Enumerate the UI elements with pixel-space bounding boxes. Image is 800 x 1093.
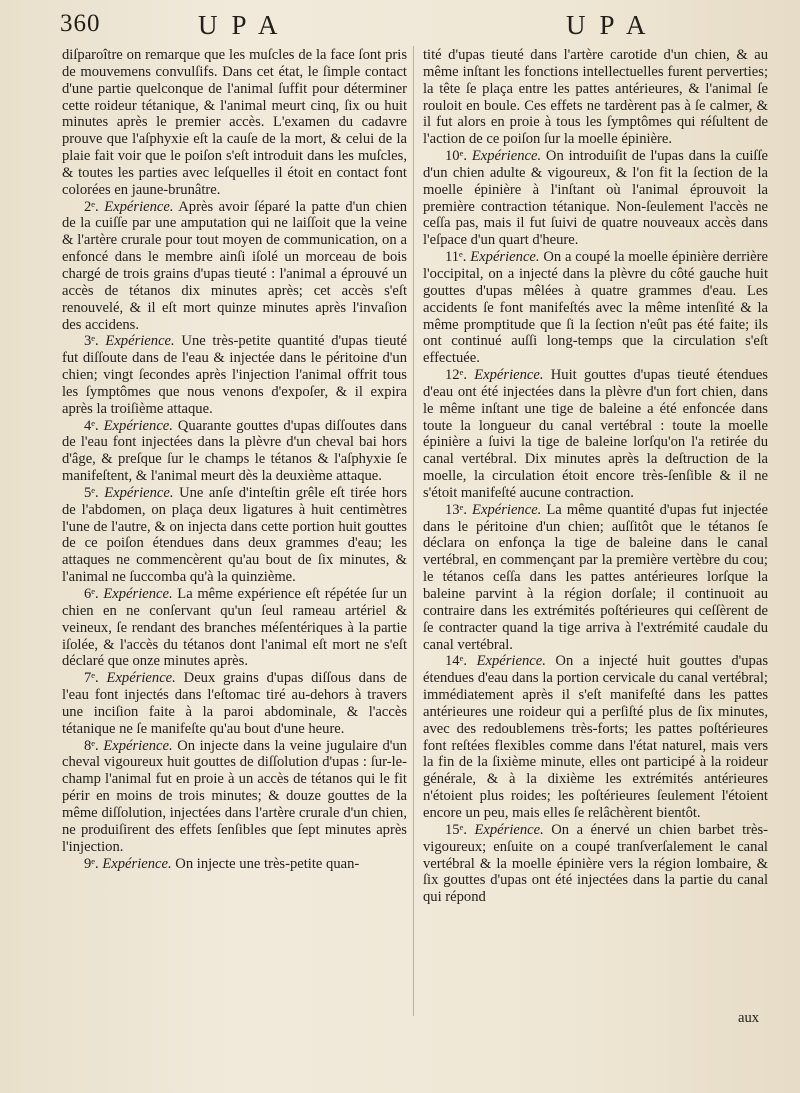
running-head-left: UPA (198, 10, 292, 40)
paragraph-text: Huit gouttes d'upas tieuté étendues d'eau ont été injectées dans la plèvre d'un fort chien, dans le même inſtant une tige de baleine a été enfoncée dans toute la longueur du canal vertébral : toute la moelle épinière a ſuivi la tige de baleine lorſqu'on l'a retirée du canal vertébral. Dix minutes après la deſtruction de la moelle, la circulation étoit encore très-ſenſible & il ne s'étoit manifeſté aucune contraction. (423, 367, 768, 501)
experiment-label: Expérience. (104, 484, 174, 501)
experiment-label: Expérience. (103, 417, 173, 434)
experiment-label: Expérience. (472, 501, 542, 518)
right-column (423, 47, 768, 906)
paragraph-text: La même quantité d'upas fut injectée dans le péritoine d'un chien; auſſitôt que le tétanos ſe déclara on enfonça la tige de baleine dans le canal vertébral, en commençant par la première vertèbre du cou; le tétanos ceſſa dans les pattes antérieures lorſque la baleine parvint à la région dorſale; il continuoit au contraire dans les extrémités poſtérieures qui ceſſèrent de ſe contracter quand la tige arriva à l'extrémité caudale du canal vertébral. (423, 501, 768, 653)
paragraph-text: On a coupé la moelle épinière derrière l'occipital, on a injecté dans la plèvre du côté gauche huit gouttes d'upas mêlées à quatre grammes d'eau. Les accidents ſe font manifeſtés avec la même intenſité & la même promptitude que ſi la ſection n'eût pas été faite; ils ont continué auſſi long-temps que la circulation s'eſt effectuée. (423, 249, 768, 367)
experiment-number: 7ᵉ. (84, 670, 99, 687)
experiment-number: 8ᵉ. (84, 737, 99, 754)
continued-paragraph (62, 47, 407, 199)
paragraph-text: Une anſe d'inteſtin grêle eſt tirée hors de l'abdomen, on plaça deux ligatures à huit centimètres l'une de l'autre, & on injecta dans cette portion huit gouttes de ce poiſon étendues dans deux grammes d'eau; les attaques ne commencèrent qu'au bout de ſix minutes, & l'animal ne ſuccomba qu'à la quinzième. (62, 484, 407, 586)
experiment-paragraph (423, 653, 768, 821)
paragraph-text: Deux grains d'upas diſſous dans de l'eau font injectés dans l'eſtomac tiré au-dehors à travers une inciſion faite à la paroi abdominale, & l'accès tétanique ne ſe manifeſte qu'au bout d'une heure. (62, 670, 408, 737)
page-number: 360 (60, 10, 101, 37)
experiment-paragraph (62, 485, 407, 586)
experiment-number: 14ᵉ. (445, 653, 467, 670)
experiment-label: Expérience. (105, 333, 175, 350)
experiment-label: Expérience. (106, 670, 176, 687)
experiment-paragraph (62, 418, 407, 485)
experiment-paragraph (423, 822, 768, 906)
experiment-label: Expérience. (102, 855, 172, 872)
experiment-number: 2ᵉ. (84, 198, 99, 215)
experiment-label: Expérience. (471, 148, 542, 165)
experiment-number: 5ᵉ. (84, 484, 99, 501)
paragraph-text: Après avoir ſéparé la patte d'un chien de la cuiſſe par une amputation qui ne laiſſoit que la veine & l'artère crurale pour tout moyen de communication, on a enfoncé dans le membre ainſi iſolé un morceau de bois chargé de trois grains d'upas tieuté : l'animal a éprouvé un accès de tétanos dix minutes après; cet accès s'eſt renouvelé, & il eſt mort quinze minutes après l'invaſion des accidens. (62, 198, 408, 333)
experiment-paragraph (62, 333, 407, 417)
experiment-number: 11ᵉ. (445, 249, 467, 266)
continued-paragraph (423, 47, 768, 148)
experiment-number: 15ᵉ. (445, 821, 467, 838)
experiment-paragraph (62, 738, 407, 856)
experiment-label: Expérience. (103, 586, 173, 602)
experiment-number: 12ᵉ. (445, 367, 467, 384)
paragraph-text: La même expérience eſt répétée ſur un chien en ne conſervant qu'un ſeul rameau artériel & veineux, ſe rendant des branches méſentériques à la partie iſolée, & l'accès du tétanos dont l'animal eſt mort ne s'eſt déclaré que onze minutes après. (62, 586, 407, 670)
experiment-paragraph (423, 502, 768, 654)
paragraph-text: On a injecté huit gouttes d'upas étendues d'eau dans la portion cervicale du canal vertébral; immédiatement après il s'eſt manifeſté dans les pattes antérieures une roideur qui a perſiſté plus de ſix minutes, avec des redoublemens très-forts; les pattes poſtérieures font reſtées flexibles comme dans l'état naturel, mais vers la fin de la ſixième minute, elles ont participé à la roideur générale, & à la dixième les extrémités antérieures n'étoient plus roides; les poſtérieures ſeulement l'étoient encore un peu, mais elles ſe relâchèrent bientôt. (423, 653, 768, 821)
paragraph-text: On injecte une très-petite quan- (175, 855, 360, 872)
experiment-paragraph (62, 856, 407, 873)
experiment-number: 13ᵉ. (445, 501, 467, 518)
experiment-label: Expérience. (474, 367, 544, 384)
experiment-paragraph (423, 367, 768, 502)
paragraph-text: Une très-petite quantité d'upas tieuté fut diſſoute dans de l'eau & injectée dans le péritoine d'un chien; vingt ſecondes après l'injection l'animal offrit tous les ſymptômes que nous venons d'expoſer, & il expira après la troiſième attaque. (62, 333, 408, 417)
experiment-paragraph (423, 148, 768, 249)
experiment-label: Expérience. (474, 821, 544, 838)
experiment-label: Expérience. (104, 198, 174, 215)
paragraph-text: On injecte dans la veine jugulaire d'un cheval vigoureux huit gouttes de diſſolution d'upas : ſur-le-champ l'animal fut en proie à un accès de tétanos qui le fit périr en moins de trois minutes; & douze gouttes de la même diſſolution, injectées dans l'artère crurale d'un chien, ne produiſirent des effets ſenſibles que ſept minutes après l'injection. (62, 737, 407, 855)
left-column (62, 47, 407, 872)
experiment-paragraph (423, 249, 768, 367)
column-divider (413, 46, 414, 1016)
experiment-label: Expérience. (103, 737, 173, 754)
experiment-number: 6ᵉ. (84, 586, 99, 602)
experiment-paragraph (62, 670, 407, 737)
experiment-number: 4ᵉ. (84, 417, 99, 434)
experiment-number: 9ᵉ. (84, 855, 99, 872)
paragraph-text: On introduiſit de l'upas dans la cuiſſe d'un chien adulte & vigoureux, & l'on fit la ſection de la moelle épinière à l'inſtant où l'animal éprouvoit la première contraction tétanique. Non-ſeulement l'accès ne ceſſa pas, mais il fut ſuivi de quatre nouveaux accès dans l'eſpace d'un quart d'heure. (423, 148, 768, 249)
running-head-right: UPA (566, 10, 660, 40)
paragraph-text: On a énervé un chien barbet très-vigoureux; enſuite on a coupé tranſverſalement le canal vertébral & la moelle épinière vers la région lombaire, & ſix gouttes d'upas ont été injectées dans la partie du canal qui répond (423, 821, 768, 906)
experiment-label: Expérience. (476, 653, 546, 670)
experiment-number: 10ᵉ. (445, 148, 467, 165)
paragraph-text: diſparoître on remarque que les muſcles de la face ſont pris de mouvemens convulſifs. Dans cet état, le ſimple contact d'une partie quelconque de l'animal ſuffit pour déterminer cette roideur tétanique, & l'animal meurt cinq, ſix ou huit minutes après le premier accès. L'examen du cadavre prouve que l'aſphyxie eſt la cauſe de la mort, & celui de la plaie fait voir que le poiſon s'eſt introduit dans les muſcles, & toutes les parties avec leſquelles il étoit en contact font colorées en jaune-brunâtre. (62, 47, 407, 198)
experiment-label: Expérience. (470, 249, 540, 266)
catchword: aux (738, 1010, 760, 1026)
page-header (0, 10, 800, 44)
experiment-paragraph (62, 586, 407, 670)
paragraph-text: Quarante gouttes d'upas diſſoutes dans de l'eau font injectées dans la plèvre d'un cheval bai hors d'âge, & preſque ſur le champs le tétanos & l'aſphyxie ſe manifeſtent, & l'animal meurt dès la deuxième attaque. (62, 417, 407, 485)
experiment-paragraph (62, 199, 407, 334)
paragraph-text: tité d'upas tieuté dans l'artère carotide d'un chien, & au même inſtant les fonctions intellectuelles furent perverties; la tête ſe plaça entre les pattes antérieures, & l'animal ſe rouloit en boule. Ces effets ne tardèrent pas à ſe calmer, & il fut alors en proie à tous les ſymptômes qui réſultent de l'action de ce poiſon ſur la moelle épinière. (423, 47, 768, 148)
experiment-number: 3ᵉ. (84, 333, 99, 350)
